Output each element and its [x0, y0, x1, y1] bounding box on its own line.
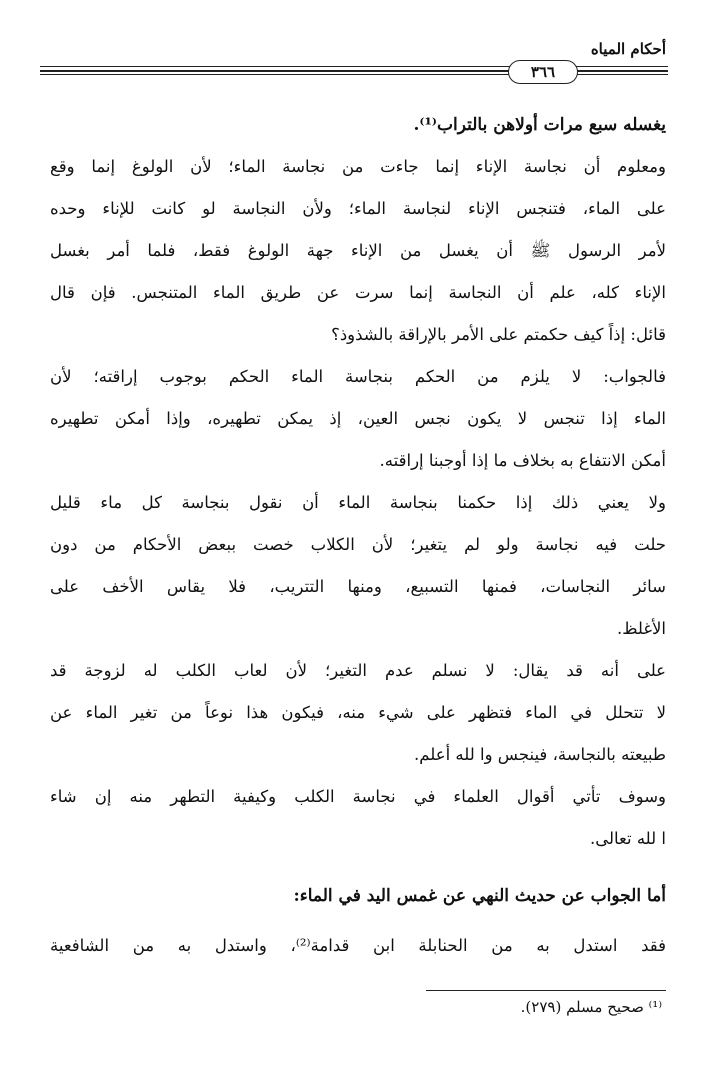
text-line: الأغلظ.	[617, 619, 666, 638]
text-line: فالجواب: لا يلزم من الحكم بنجاسة الماء الحكم بوجوب إراقته؛ لأن	[50, 367, 666, 386]
section-heading: أما الجواب عن حديث النهي عن غمس اليد في الماء:	[293, 886, 666, 906]
text-line: فقد استدل به من الحنابلة ابن قدامة⁽²⁾، واستدل به من الشافعية	[50, 936, 667, 955]
page-number: ٣٦٦	[508, 60, 578, 84]
text-line: حلت فيه نجاسة ولو لم يتغير؛ لأن الكلاب خصت ببعض الأحكام من دون	[50, 535, 666, 554]
text-line: ولا يعني ذلك إذا حكمنا بنجاسة الماء أن نقول بنجاسة كل ماء قليل	[50, 493, 666, 512]
text-line: سائر النجاسات، فمنها التسبيع، ومنها التتريب، فلا يقاس الأخف على	[50, 577, 666, 596]
text-line: ومعلوم أن نجاسة الإناء إنما جاءت من نجاسة الماء؛ لأن الولوغ إنما وقع	[50, 157, 666, 176]
text-line: على الماء، فتنجس الإناء لنجاسة الماء؛ ولأن النجاسة لو كانت للإناء وحده	[50, 199, 666, 218]
text-line: طبيعته بالنجاسة، فينجس وا لله أعلم.	[414, 745, 666, 764]
text-line: وسوف تأتي أقوال العلماء في نجاسة الكلب وكيفية التطهر منه إن شاء	[50, 787, 666, 806]
body-text	[50, 104, 666, 860]
text-line: على أنه قد يقال: لا نسلم عدم التغير؛ لأن لعاب الكلب له لزوجة قد	[50, 661, 666, 680]
text-line: لا تتحلل في الماء فتظهر على شيء منه، فيكون هذا نوعاً من تغير الماء عن	[50, 703, 666, 722]
text-line: الإناء كله، علم أن النجاسة إنما سرت عن طريق الماء المتنجس. فإن قال	[50, 283, 666, 302]
text-line: أمكن الانتفاع به بخلاف ما إذا أوجبنا إراقته.	[379, 451, 666, 470]
text-line: قائل: إذاً كيف حكمتم على الأمر بالإراقة بالشذوذ؟	[331, 325, 666, 344]
text-line: لأمر الرسول ﷺ أن يغسل من الإناء جهة الولوغ فقط، فلما أمر بغسل	[50, 241, 666, 260]
text-line: الماء إذا تنجس لا يكون نجس العين، إذ يمكن تطهيره، وإذا أمكن تطهيره	[50, 409, 666, 428]
footnote-rule	[426, 990, 666, 991]
text-line: يغسله سبع مرات أولاهن بالتراب⁽¹⁾.	[413, 115, 666, 135]
footnote: ⁽¹⁾ صحيح مسلم (٢٧٩).	[520, 998, 662, 1016]
text-line: ا لله تعالى.	[589, 829, 666, 848]
running-title: أحكام المياه	[590, 40, 666, 58]
